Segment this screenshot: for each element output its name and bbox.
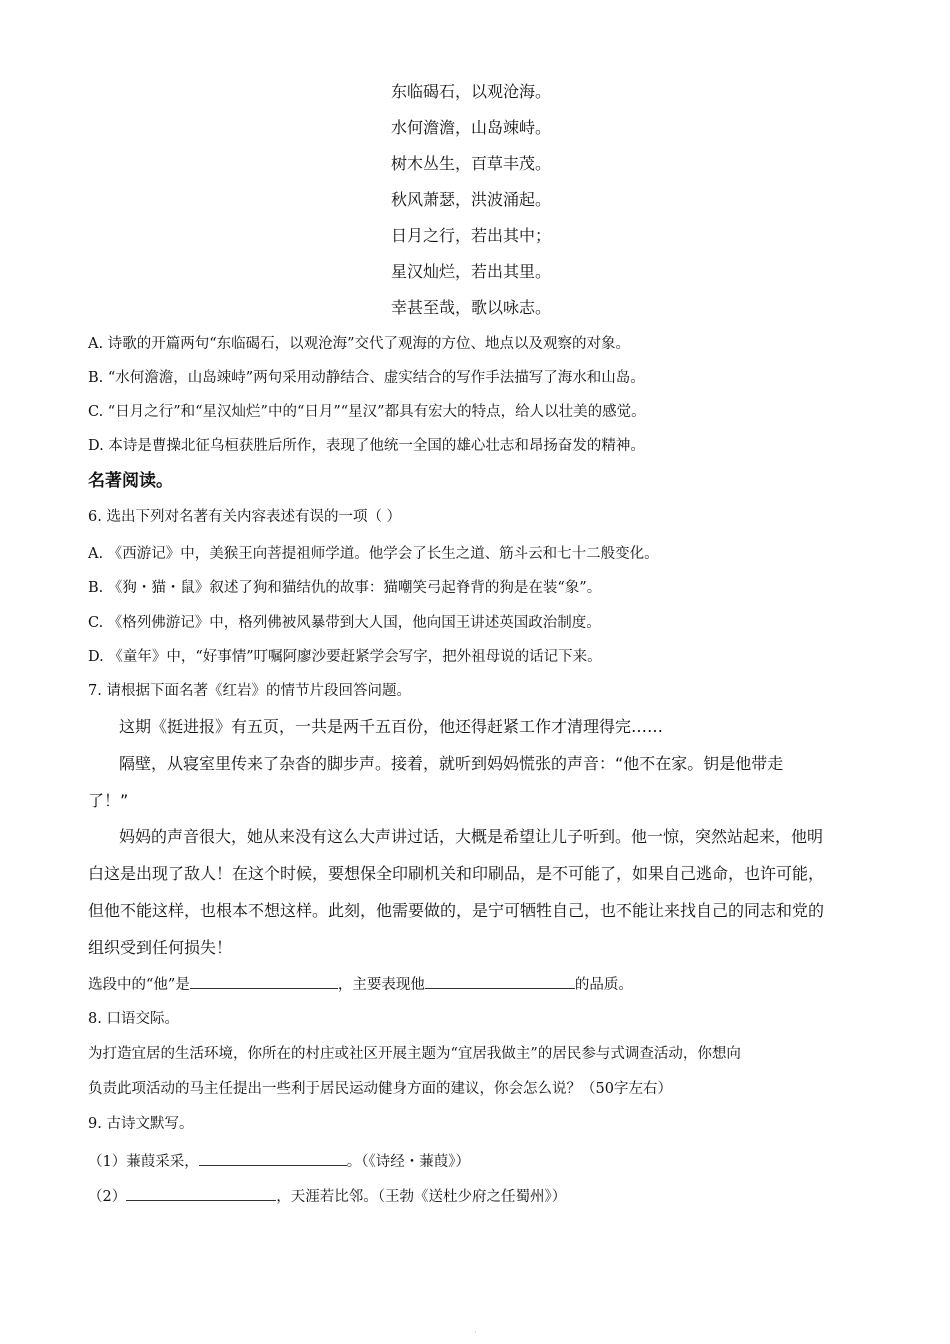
q6-option-b: B. 《狗・猫・鼠》叙述了狗和猫结仇的故事：猫嘲笑弓起脊背的狗是在装“象”。 [88,580,602,596]
answer-blank[interactable] [190,973,338,989]
q7-stem: 7. 请根据下面名著《红岩》的情节片段回答问题。 [88,683,411,699]
q8-stem: 8. 口语交际。 [88,1011,179,1027]
answer-blank[interactable] [199,1150,347,1166]
poem-line: 东临碣石，以观沧海。 [391,82,552,101]
q6-option-a: A. 《西游记》中，美猴王向菩提祖师学道。他学会了长生之道、筋斗云和七十二般变化。 [88,546,659,562]
q7-passage-p3-line1: 妈妈的声音很大，她从来没有这么大声讲过话，大概是希望让儿子听到。他一惊，突然站起来，他明 [119,827,824,846]
poem-line: 日月之行，若出其中； [391,226,552,245]
q8-line1: 为打造宜居的生活环境，你所在的村庄或社区开展主题为“宜居我做主”的居民参与式调查活动，你想向 [88,1046,741,1062]
q7-question [88,973,633,996]
q7-passage-p3-line3: 但他不能这样，也根本不想这样。此刻，他需要做的，是宁可牺牲自己，也不能让来找自己的同志和党的 [88,901,825,920]
q7-passage-p2-line1: 隔壁，从寝室里传来了杂沓的脚步声。接着，就听到妈妈慌张的声音：“他不在家。钥是他带走 [119,754,784,773]
q7-passage-p2-line2: 了！” [88,791,129,810]
q9-item2-suffix: ，天涯若比邻。（王勃《送杜少府之任蜀州》） [276,1189,567,1205]
q6-stem: 6. 选出下列对名著有关内容表述有误的一项（ ） [88,509,402,525]
q7-question-part2: ，主要表现他 [337,977,425,993]
q9-item2-prefix: （2） [88,1189,127,1205]
poem-line: 树木丛生，百草丰茂。 [391,154,552,173]
q6-option-d: D. 《童年》中，“好事情”叮嘱阿廖沙要赶紧学会写字，把外祖母说的话记下来。 [88,649,602,665]
poem-line: 秋风萧瑟，洪波涌起。 [391,190,552,209]
q6-option-c: C. 《格列佛游记》中，格列佛被风暴带到大人国，他向国王讲述英国政治制度。 [88,615,601,631]
q8-line2: 负责此项活动的马主任提出一些利于居民运动健身方面的建议，你会怎么说？（50字左右） [88,1081,672,1097]
q7-question-part1: 选段中的“他”是 [88,977,190,993]
q9-item1 [88,1150,470,1173]
q7-question-part3: 的品质。 [574,977,633,993]
poem-line: 星汉灿烂，若出其里。 [391,262,552,281]
q7-passage-p3-line4: 组织受到任何损失！ [88,938,233,957]
answer-blank[interactable] [425,973,575,989]
q9-item1-prefix: （1）蒹葭采采， [88,1154,199,1170]
q5-option-b: B. “水何澹澹，山岛竦峙”两句采用动静结合、虚实结合的写作手法描写了海水和山岛。 [88,370,645,386]
q9-item2 [88,1185,566,1208]
q5-option-a: A. 诗歌的开篇两句“东临碣石，以观沧海”交代了观海的方位、地点以及观察的对象。 [88,336,631,352]
q9-stem: 9. 古诗文默写。 [88,1116,194,1132]
poem-line: 幸甚至哉，歌以咏志。 [391,298,552,317]
q9-item1-suffix: 。（《诗经・蒹葭》） [346,1154,470,1170]
answer-blank[interactable] [126,1185,276,1201]
q5-option-c: C. “日月之行”和“星汉灿烂”中的“日月”“星汉”都具有宏大的特点，给人以壮美的感觉。 [88,404,646,420]
poem-line: 水何澹澹，山岛竦峙。 [391,118,552,137]
section-heading: 名著阅读。 [88,471,173,491]
q7-passage-p3-line2: 白这是出现了敌人！在这个时候，要想保全印刷机关和印刷品，是不可能了，如果自己逃命，也许可能， [88,864,825,883]
q7-passage-p1: 这期《挺进报》有五页，一共是两千五百份，他还得赶紧工作才清理得完…… [119,717,664,736]
page-footer-mark: · [474,1328,477,1337]
poem-block [391,78,551,330]
q5-option-d: D. 本诗是曹操北征乌桓获胜后所作，表现了他统一全国的雄心壮志和昂扬奋发的精神。 [88,438,645,454]
